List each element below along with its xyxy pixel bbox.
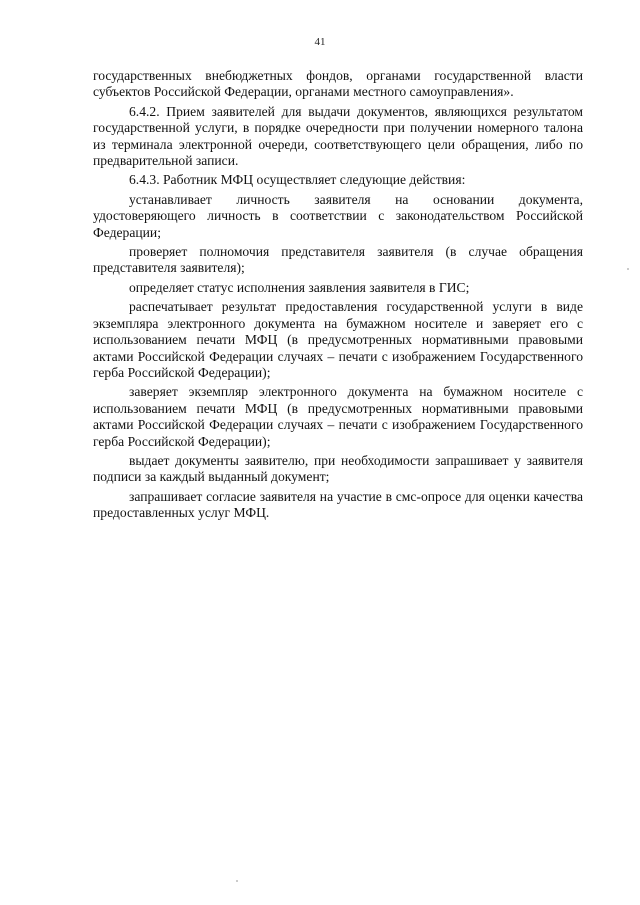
page-number: 41 bbox=[314, 36, 326, 48]
scan-speck bbox=[236, 880, 238, 882]
document-body bbox=[93, 68, 583, 525]
paragraph-6-4-3: 6.4.3. Работник МФЦ осуществляет следующие действия: bbox=[129, 172, 466, 188]
list-item-sms-survey: запрашивает согласие заявителя на участие в смс-опросе для оценки качества предоставленных услуг МФЦ. bbox=[93, 488, 583, 521]
list-item-authority-check: проверяет полномочия представителя заявителя (в случае обращения представителя заявителя); bbox=[93, 244, 583, 276]
list-item-identity-check: устанавливает личность заявителя на основании документа, удостоверяющего личность в соответствии с законодательством Российской Федерации; bbox=[93, 191, 583, 240]
list-item-issue-documents: выдает документы заявителю, при необходимости запрашивает у заявителя подписи за каждый выданный документ; bbox=[93, 452, 583, 485]
paragraph-6-4-2: 6.4.2. Прием заявителей для выдачи документов, являющихся результатом государственной услуги, в порядке очередности при получении номерного талона из терминала электронной очереди, соответствующего цели обращения, либо по предварительной записи. bbox=[93, 103, 583, 169]
list-item-certify-copy: заверяет экземпляр электронного документа на бумажном носителе с использованием печати МФЦ (в предусмотренных нормативными правовыми актами Российской Федерации случаях – печати с изображением Государственного герба Российской Федерации); bbox=[93, 384, 583, 449]
paragraph-continuation: государственных внебюджетных фондов, органами государственной власти субъектов Российской Федерации, органами местного самоуправления». bbox=[93, 68, 583, 100]
list-item-print-result: распечатывает результат предоставления государственной услуги в виде экземпляра электронного документа на бумажном носителе и заверяет его с использованием печати МФЦ (в предусмотренных нормативными правовыми актами Российской Федерации случаях – печати с изображением Государственного герба Российской Федерации); bbox=[93, 299, 583, 380]
list-item-status-check: определяет статус исполнения заявления заявителя в ГИС; bbox=[129, 279, 470, 295]
scan-speck bbox=[627, 268, 629, 270]
